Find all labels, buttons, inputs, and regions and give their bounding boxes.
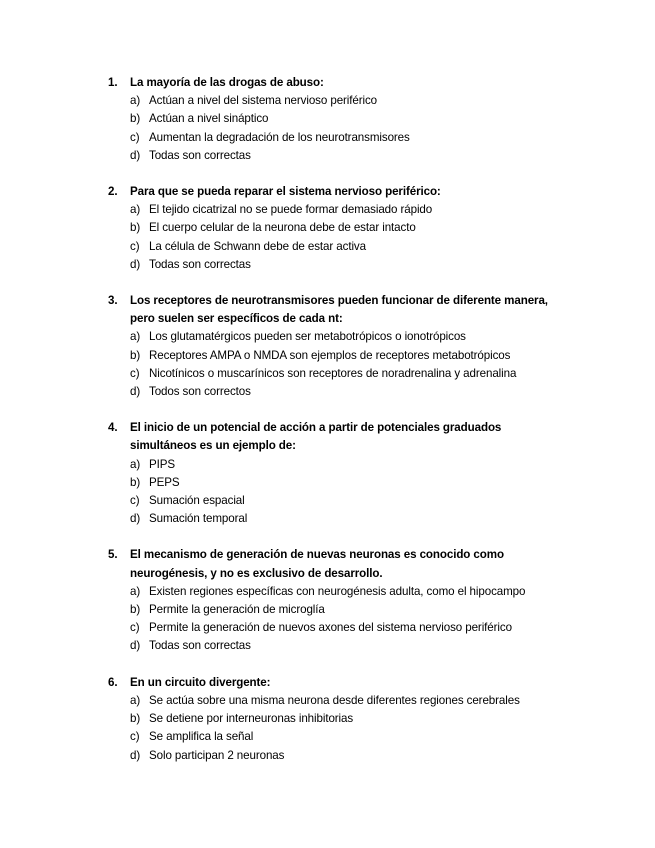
option-letter: b) (130, 112, 141, 126)
option-text: Todas son correctas (149, 148, 251, 162)
option-text: Sumación temporal (149, 512, 248, 526)
question-heading (108, 292, 615, 328)
question-text: Los receptores de neurotransmisores pueden funcionar de diferente manera, pero suelen ser específicos de cada nt: (130, 294, 548, 326)
question-4 (108, 419, 615, 528)
answer-option (130, 347, 615, 365)
question-number: 4. (108, 421, 118, 435)
question-text: Para que se pueda reparar el sistema nervioso periférico: (130, 185, 441, 199)
option-letter: d) (130, 257, 141, 271)
answer-options (108, 692, 615, 765)
answer-options (108, 92, 615, 165)
answer-option (130, 747, 615, 765)
option-text: PIPS (149, 457, 176, 471)
option-letter: a) (130, 693, 141, 707)
option-letter: a) (130, 457, 141, 471)
option-letter: d) (130, 385, 141, 399)
option-letter: b) (130, 221, 141, 235)
question-number: 3. (108, 294, 118, 308)
option-text: Permite la generación de microglía (149, 603, 325, 617)
option-text: Todas son correctas (149, 257, 251, 271)
question-number: 6. (108, 675, 118, 689)
option-text: Se detiene por interneuronas inhibitorias (149, 712, 354, 726)
answer-option (130, 619, 615, 637)
answer-option (130, 219, 615, 237)
question-6 (108, 674, 615, 765)
answer-option (130, 456, 615, 474)
answer-option (130, 238, 615, 256)
answer-option (130, 728, 615, 746)
option-letter: b) (130, 348, 141, 362)
question-heading (108, 419, 615, 455)
answer-option (130, 129, 615, 147)
answer-options (108, 456, 615, 529)
option-letter: c) (130, 366, 140, 380)
answer-option (130, 492, 615, 510)
question-number: 5. (108, 548, 118, 562)
answer-option (130, 256, 615, 274)
answer-option (130, 637, 615, 655)
question-heading (108, 546, 615, 582)
answer-option (130, 92, 615, 110)
option-letter: c) (130, 239, 140, 253)
answer-option (130, 201, 615, 219)
option-letter: a) (130, 94, 141, 108)
option-letter: d) (130, 748, 141, 762)
option-letter: c) (130, 621, 140, 635)
question-number: 1. (108, 76, 118, 89)
answer-option (130, 510, 615, 528)
question-text: En un circuito divergente: (130, 675, 271, 689)
question-list (108, 74, 615, 765)
question-5 (108, 546, 615, 655)
answer-option (130, 365, 615, 383)
answer-option (130, 583, 615, 601)
option-text: Nicotínicos o muscarínicos son receptores de noradrenalina y adrenalina (149, 366, 517, 380)
question-heading (108, 183, 615, 201)
question-heading (108, 674, 615, 692)
answer-option (130, 710, 615, 728)
question-number: 2. (108, 185, 118, 199)
answer-options (108, 201, 615, 274)
option-text: PEPS (149, 475, 180, 489)
option-text: Sumación espacial (149, 494, 245, 508)
answer-option (130, 474, 615, 492)
option-letter: b) (130, 475, 141, 489)
option-text: Se amplifica la señal (149, 730, 254, 744)
question-heading (108, 74, 615, 92)
option-text: Actúan a nivel sináptico (149, 112, 269, 126)
option-text: Receptores AMPA o NMDA son ejemplos de receptores metabotrópicos (149, 348, 511, 362)
option-text: Los glutamatérgicos pueden ser metabotrópicos o ionotrópicos (149, 330, 466, 344)
question-text: El inicio de un potencial de acción a partir de potenciales graduados simultáneos es un ejemplo de: (130, 421, 502, 453)
answer-options (108, 328, 615, 401)
question-text: El mecanismo de generación de nuevas neuronas es conocido como neurogénesis, y no es exclusivo de desarrollo. (130, 548, 504, 580)
option-text: El tejido cicatrizal no se puede formar demasiado rápido (149, 203, 433, 217)
option-letter: d) (130, 639, 141, 653)
option-letter: c) (130, 730, 140, 744)
option-text: Permite la generación de nuevos axones del sistema nervioso periférico (149, 621, 512, 635)
answer-option (130, 383, 615, 401)
answer-option (130, 692, 615, 710)
option-letter: a) (130, 330, 141, 344)
option-letter: b) (130, 603, 141, 617)
option-text: Se actúa sobre una misma neurona desde diferentes regiones cerebrales (149, 693, 520, 707)
option-letter: b) (130, 712, 141, 726)
option-letter: c) (130, 494, 140, 508)
answer-option (130, 147, 615, 165)
option-text: Todos son correctos (149, 385, 251, 399)
answer-option (130, 328, 615, 346)
option-text: La célula de Schwann debe de estar activa (149, 239, 366, 253)
question-3 (108, 292, 615, 401)
answer-options (108, 583, 615, 656)
option-letter: d) (130, 148, 141, 162)
answer-option (130, 601, 615, 619)
option-letter: c) (130, 130, 140, 144)
question-2 (108, 183, 615, 274)
option-text: Actúan a nivel del sistema nervioso periférico (149, 94, 378, 108)
option-letter: a) (130, 584, 141, 598)
option-letter: a) (130, 203, 141, 217)
option-text: Aumentan la degradación de los neurotransmisores (149, 130, 410, 144)
question-text: La mayoría de las drogas de abuso: (130, 76, 324, 89)
option-text: Todas son correctas (149, 639, 251, 653)
option-text: Existen regiones específicas con neurogénesis adulta, como el hipocampo (149, 584, 526, 598)
answer-option (130, 110, 615, 128)
option-text: El cuerpo celular de la neurona debe de estar intacto (149, 221, 416, 235)
question-1 (108, 74, 615, 165)
option-text: Solo participan 2 neuronas (149, 748, 285, 762)
option-letter: d) (130, 512, 141, 526)
